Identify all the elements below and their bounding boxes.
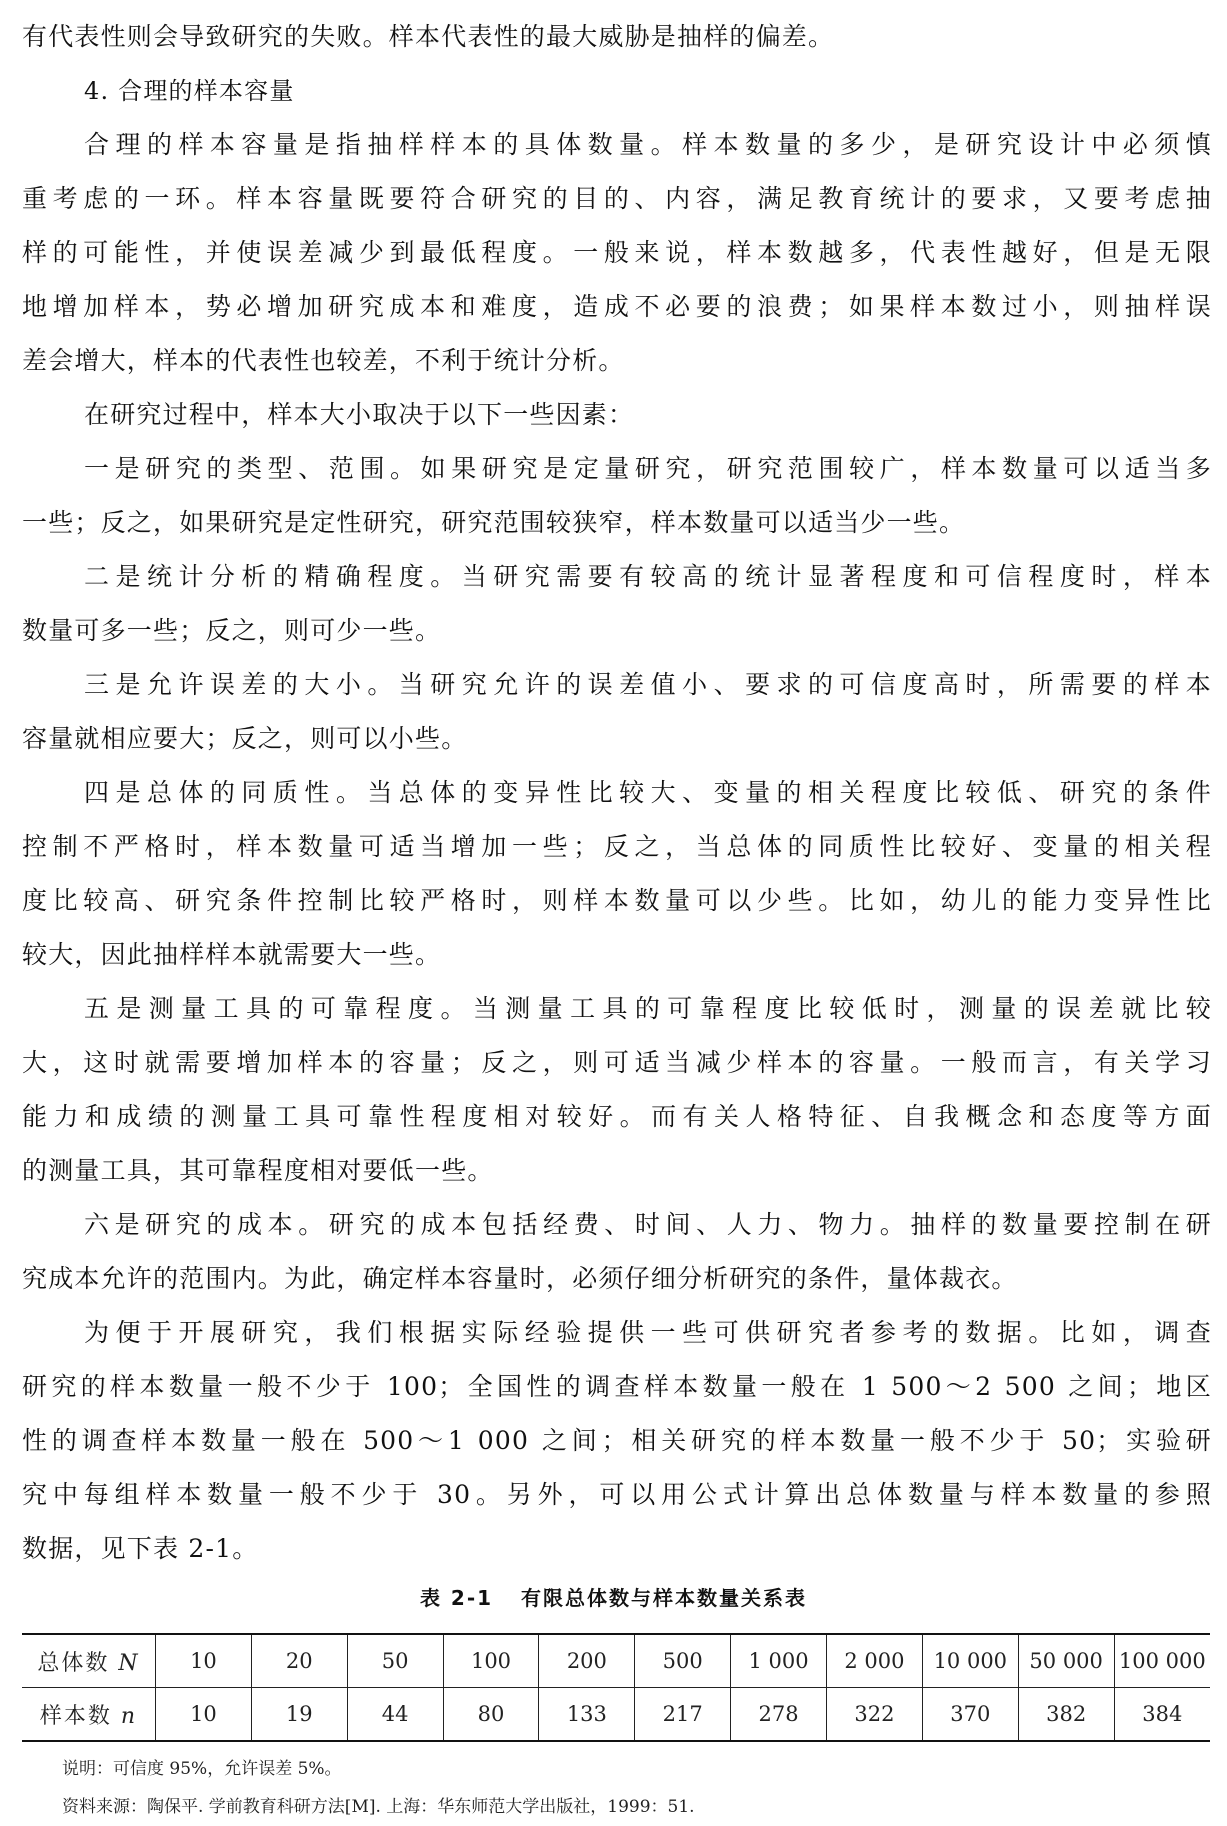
- text-line: 有代表性则会导致研究的失败。样本代表性的最大威胁是抽样的偏差。: [22, 22, 835, 51]
- table-cell: 370: [922, 1688, 1018, 1742]
- body-text: [22, 10, 1212, 1576]
- table-cell: 50 000: [1018, 1634, 1114, 1688]
- table-cell: 44: [347, 1688, 443, 1742]
- table-cell: 278: [731, 1688, 827, 1742]
- table-cell: 133: [539, 1688, 635, 1742]
- table-row-population: [22, 1634, 1210, 1688]
- text-line: 一是研究的类型、范围。如果研究是定量研究，研究范围较广，样本数量可以适当多: [84, 454, 1212, 483]
- table-cell: 322: [827, 1688, 923, 1742]
- table-cell: 80: [443, 1688, 539, 1742]
- table-caption: [0, 1582, 1227, 1611]
- text-line: 三是允许误差的大小。当研究允许的误差值小、要求的可信度高时，所需要的样本: [84, 670, 1212, 699]
- text-line: 差会增大，样本的代表性也较差，不利于统计分析。: [22, 346, 625, 375]
- table-cell: 20: [251, 1634, 347, 1688]
- table-cell: 2 000: [827, 1634, 923, 1688]
- text-line: 二是统计分析的精确程度。当研究需要有较高的统计显著程度和可信程度时，样本: [84, 562, 1212, 591]
- text-line: 究中每组样本数量一般不少于 30。另外，可以用公式计算出总体数量与样本数量的参照: [22, 1480, 1212, 1509]
- symbol-N: N: [118, 1650, 140, 1676]
- text-line: 合理的样本容量是指抽样样本的具体数量。样本数量的多少，是研究设计中必须慎: [84, 130, 1212, 159]
- text-line: 地增加样本，势必增加研究成本和难度，造成不必要的浪费；如果样本数过小，则抽样误: [22, 292, 1212, 321]
- text-line: 四是总体的同质性。当总体的变异性比较大、变量的相关程度比较低、研究的条件: [84, 778, 1212, 807]
- table-cell: 1 000: [731, 1634, 827, 1688]
- sample-size-table: [22, 1633, 1210, 1742]
- table-row-sample: [22, 1688, 1210, 1742]
- table-cell: 10: [156, 1688, 252, 1742]
- text-line: 的测量工具，其可靠程度相对要低一些。: [22, 1156, 494, 1185]
- table-caption-number: 表 2-1: [419, 1586, 494, 1610]
- text-line: 重考虑的一环。样本容量既要符合研究的目的、内容，满足教育统计的要求，又要考虑抽: [22, 184, 1212, 213]
- text-line: 六是研究的成本。研究的成本包括经费、时间、人力、物力。抽样的数量要控制在研: [84, 1210, 1212, 1239]
- table-cell: 19: [251, 1688, 347, 1742]
- table-caption-title: 有限总体数与样本数量关系表: [521, 1586, 808, 1610]
- text-line: 控制不严格时，样本数量可适当增加一些；反之，当总体的同质性比较好、变量的相关程: [22, 832, 1212, 861]
- text-line: 一些；反之，如果研究是定性研究，研究范围较狭窄，样本数量可以适当少一些。: [22, 508, 966, 537]
- table-cell: 500: [635, 1634, 731, 1688]
- table-note: 说明：可信度 95%，允许误差 5%。: [62, 1759, 342, 1779]
- text-line: 性的调查样本数量一般在 500～1 000 之间；相关研究的样本数量一般不少于 50；实验研: [22, 1426, 1212, 1455]
- text-line: 能力和成绩的测量工具可靠性程度相对较好。而有关人格特征、自我概念和态度等方面: [22, 1102, 1212, 1131]
- text-line: 大，这时就需要增加样本的容量；反之，则可适当减少样本的容量。一般而言，有关学习: [22, 1048, 1212, 1077]
- table-cell: 200: [539, 1634, 635, 1688]
- row-header-sample: 样本数 n: [39, 1703, 138, 1729]
- table-cell: 10 000: [922, 1634, 1018, 1688]
- text-line: 数据，见下表 2-1。: [22, 1534, 259, 1563]
- text-line: 为便于开展研究，我们根据实际经验提供一些可供研究者参考的数据。比如，调查: [84, 1318, 1212, 1347]
- text-line: 样的可能性，并使误差减少到最低程度。一般来说，样本数越多，代表性越好，但是无限: [22, 238, 1212, 267]
- table-notes: [62, 1750, 695, 1826]
- text-line: 究成本允许的范围内。为此，确定样本容量时，必须仔细分析研究的条件，量体裁衣。: [22, 1264, 1018, 1293]
- symbol-n: n: [120, 1703, 138, 1729]
- text-line: 较大，因此抽样样本就需要大一些。: [22, 940, 442, 969]
- section-heading: 4. 合理的样本容量: [84, 77, 295, 105]
- table-cell: 50: [347, 1634, 443, 1688]
- table-cell: 217: [635, 1688, 731, 1742]
- text-line: 容量就相应要大；反之，则可以小些。: [22, 724, 468, 753]
- text-line: 度比较高、研究条件控制比较严格时，则样本数量可以少些。比如，幼儿的能力变异性比: [22, 886, 1212, 915]
- text-line: 在研究过程中，样本大小取决于以下一些因素：: [84, 400, 635, 429]
- text-line: 研究的样本数量一般不少于 100；全国性的调查样本数量一般在 1 500～2 500 之间；地区: [22, 1372, 1212, 1401]
- table-source: 资料来源：陶保平. 学前教育科研方法[M]. 上海：华东师范大学出版社，1999：51.: [62, 1797, 695, 1817]
- table-cell: 100 000: [1114, 1634, 1210, 1688]
- text-line: 数量可多一些；反之，则可少一些。: [22, 616, 442, 645]
- row-header-population: 总体数 N: [22, 1634, 156, 1688]
- text-line: 五是测量工具的可靠程度。当测量工具的可靠程度比较低时，测量的误差就比较: [84, 994, 1212, 1023]
- table-cell: 384: [1114, 1688, 1210, 1742]
- table-cell: 10: [156, 1634, 252, 1688]
- table-cell: 382: [1018, 1688, 1114, 1742]
- table-cell: 100: [443, 1634, 539, 1688]
